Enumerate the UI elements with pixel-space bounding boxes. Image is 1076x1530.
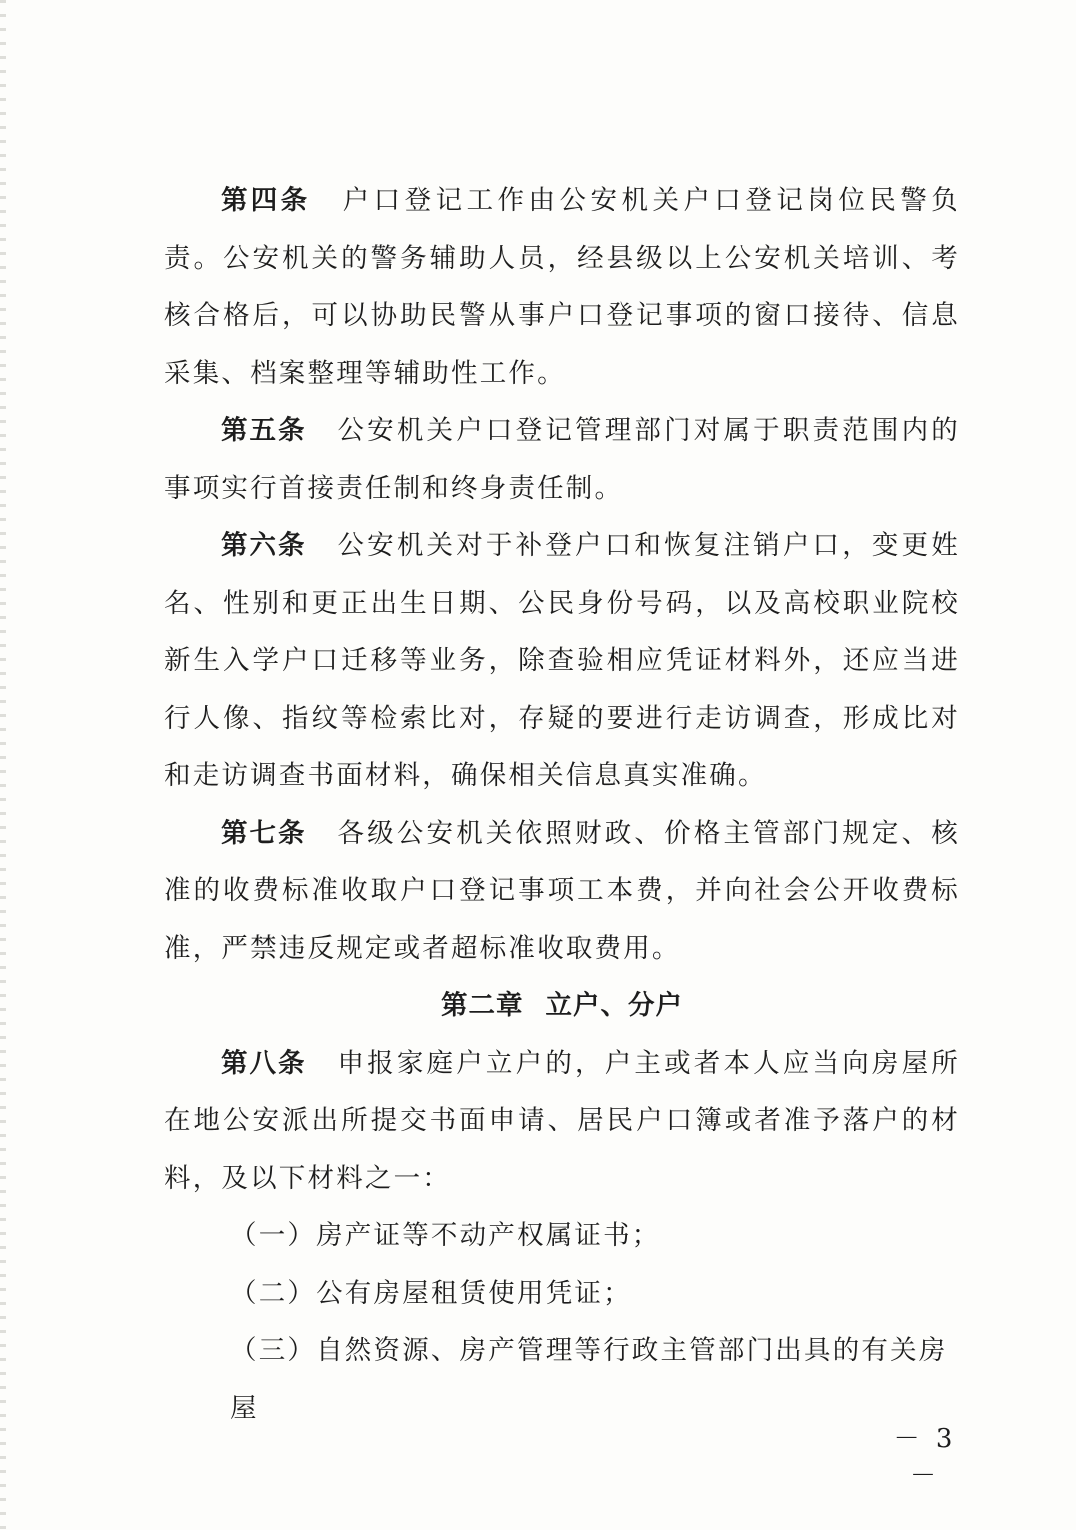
article-7-text: 各级公安机关依照财政、价格主管部门规定、核准的收费标准收取户口登记事项工本费，并向社会公开收费标准，严禁违反规定或者超标准收取费用。 — [164, 817, 961, 964]
list-item: （三）自然资源、房产管理等行政主管部门出具的有关房屋 — [230, 1335, 948, 1424]
article-7 — [164, 805, 960, 978]
list-item: （二）公有房屋租赁使用凭证； — [230, 1277, 632, 1309]
page-number: － 3 － — [893, 1424, 957, 1491]
article-7-label: 第七条 — [221, 817, 307, 849]
article-4-text: 户口登记工作由公安机关户口登记岗位民警负责。公安机关的警务辅助人员，经县级以上公安机关培训、考核合格后，可以协助民警从事户口登记事项的窗口接待、信息采集、档案整理等辅助性工作。 — [164, 185, 961, 389]
chapter-heading — [164, 977, 960, 1035]
article-8-text: 申报家庭户立户的，户主或者本人应当向房屋所在地公安派出所提交书面申请、居民户口簿或者准予落户的材料，及以下材料之一： — [164, 1047, 961, 1194]
chapter-number: 第二章 — [441, 990, 524, 1021]
article-5-label: 第五条 — [221, 415, 307, 446]
article-8-label: 第八条 — [221, 1047, 307, 1079]
page-content — [164, 172, 960, 1437]
article-6-text: 公安机关对于补登户口和恢复注销户口，变更姓名、性别和更正出生日期、公民身份号码，以及高校职业院校新生入学户口迁移等业务，除查验相应凭证材料外，还应当进行人像、指纹等检索比对，存疑的要进行走访调查，形成比对和走访调查书面材料，确保相关信息真实准确。 — [164, 530, 961, 791]
list-item: （一）房产证等不动产权属证书； — [230, 1220, 661, 1251]
article-8 — [164, 1035, 960, 1208]
binding-edge — [0, 0, 6, 1530]
chapter-title: 立户、分户 — [545, 990, 683, 1021]
article-6-label: 第六条 — [221, 530, 307, 561]
article-5 — [164, 402, 960, 517]
article-5-text: 公安机关户口登记管理部门对属于职责范围内的事项实行首接责任制和终身责任制。 — [164, 415, 961, 504]
article-6 — [164, 517, 960, 805]
article-4-label: 第四条 — [221, 185, 311, 216]
article-4 — [164, 172, 960, 402]
